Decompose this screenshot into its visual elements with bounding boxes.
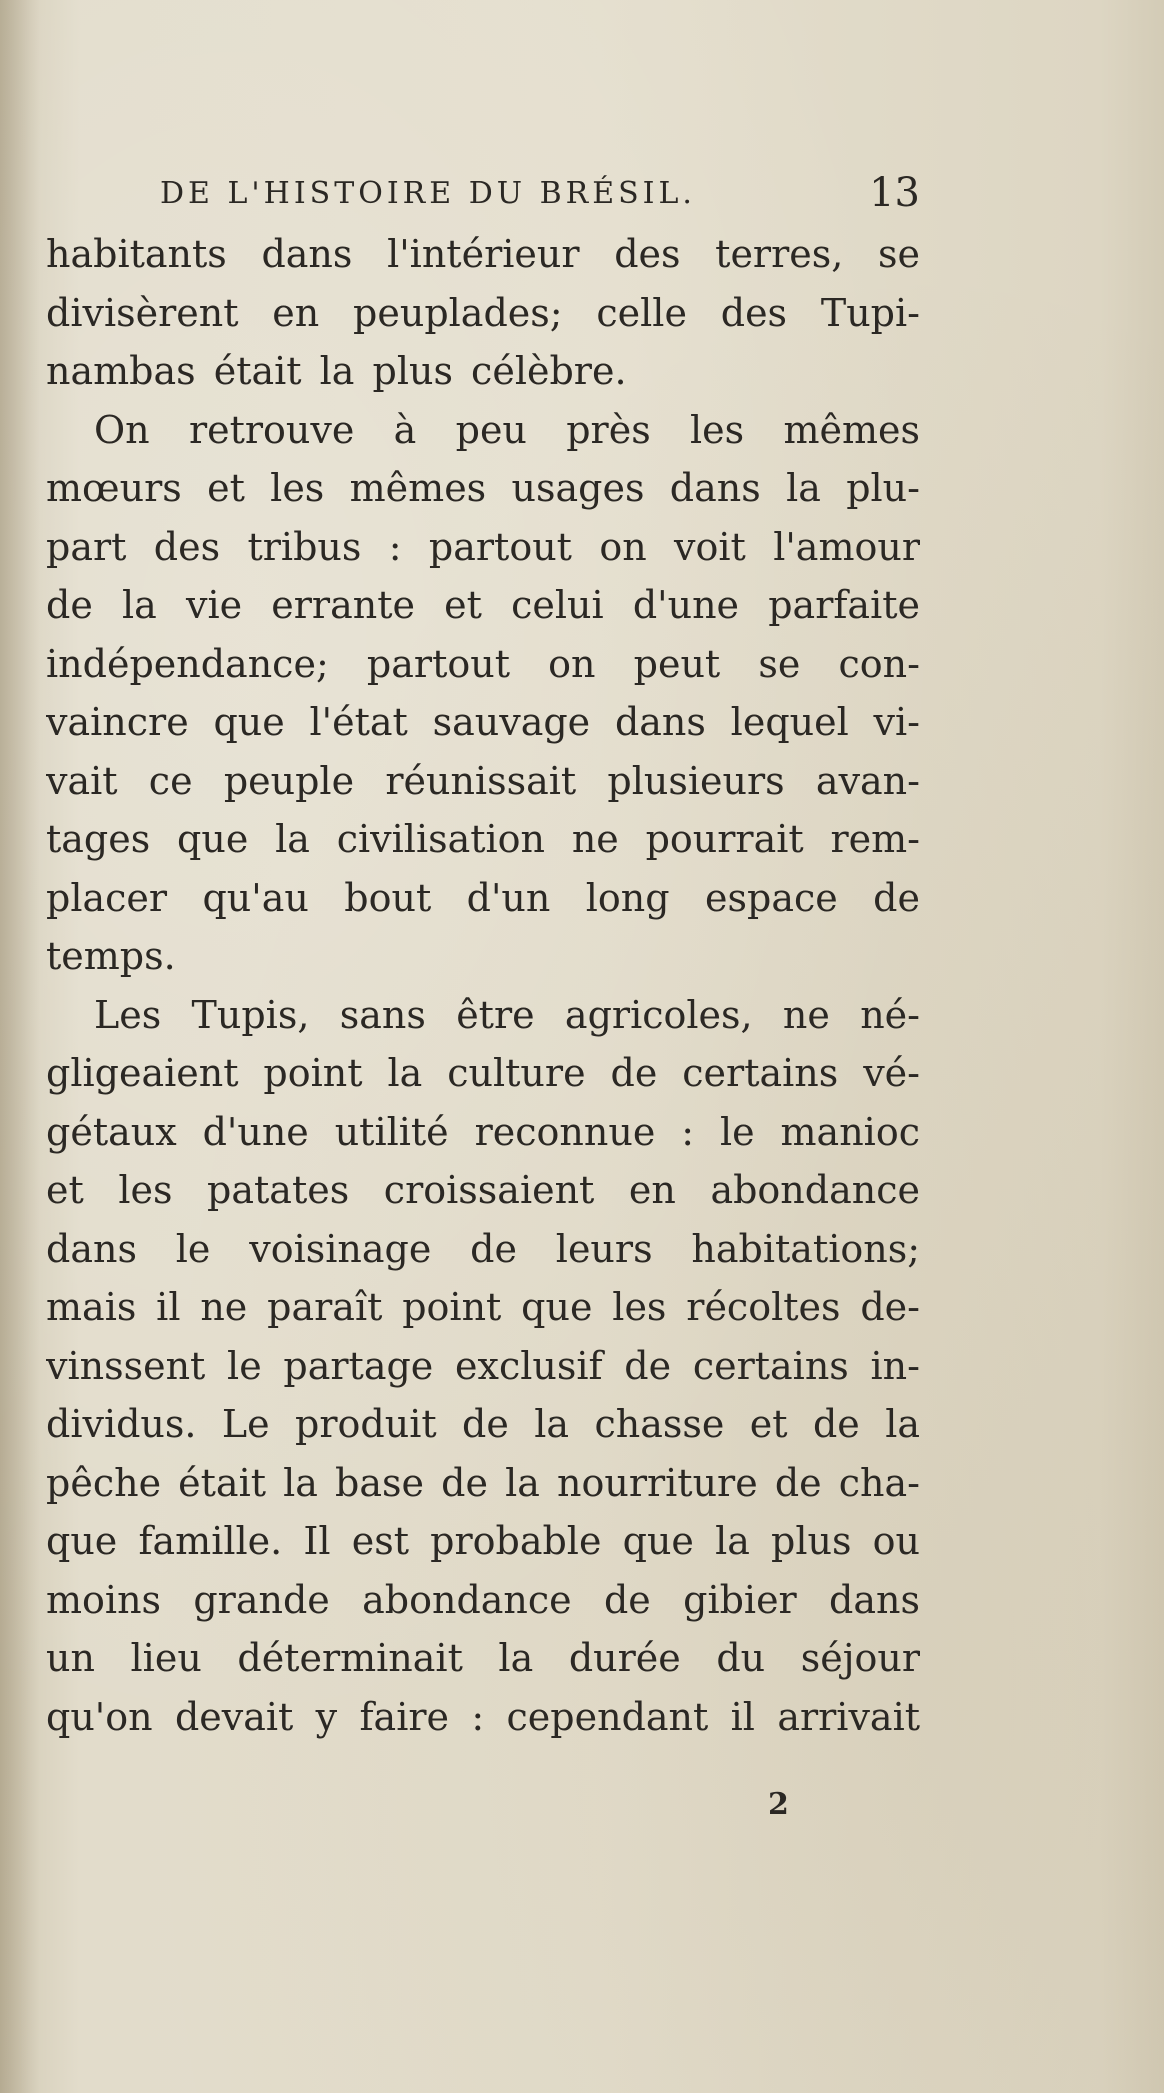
text-line: part des tribus : partout on voit l'amour	[46, 524, 920, 569]
text-line: On retrouve à peu près les mêmes	[94, 407, 920, 452]
page-header	[160, 170, 930, 220]
text-line: Les Tupis, sans être agricoles, ne né-	[94, 992, 920, 1037]
text-line: et les patates croissaient en abondance	[46, 1168, 920, 1212]
text-line: vaincre que l'état sauvage dans lequel vi-	[46, 700, 920, 744]
running-head: DE L'HISTOIRE DU BRÉSIL.	[160, 176, 696, 211]
signature-mark: 2	[768, 1787, 789, 1822]
text-line: dividus. Le produit de la chasse et de la	[46, 1402, 920, 1446]
text-line: que famille. Il est probable que la plus ou	[46, 1519, 920, 1563]
text-line: temps.	[46, 934, 176, 978]
text-line: placer qu'au bout d'un long espace de	[46, 875, 920, 920]
text-line: qu'on devait y faire : cependant il arrivait	[46, 1694, 920, 1739]
text-line: tages que la civilisation ne pourrait rem-	[46, 817, 920, 861]
text-line: vait ce peuple réunissait plusieurs avan-	[46, 758, 920, 803]
text-line: divisèrent en peuplades; celle des Tupi-	[46, 290, 920, 335]
text-line: pêche était la base de la nourriture de cha-	[46, 1460, 920, 1505]
text-line: de la vie errante et celui d'une parfaite	[46, 583, 920, 627]
text-line: un lieu déterminait la durée du séjour	[46, 1636, 920, 1680]
text-line: indépendance; partout on peut se con-	[46, 641, 920, 686]
text-line: moins grande abondance de gibier dans	[46, 1577, 920, 1622]
text-line: habitants dans l'intérieur des terres, se	[46, 232, 920, 276]
text-line: dans le voisinage de leurs habitations;	[46, 1226, 920, 1271]
text-line: mais il ne paraît point que les récoltes de-	[46, 1285, 920, 1329]
page-number: 13	[869, 170, 920, 216]
page-gutter-shadow	[0, 0, 40, 2093]
text-line: gétaux d'une utilité reconnue : le manioc	[46, 1109, 920, 1154]
text-line: vinssent le partage exclusif de certains in-	[46, 1343, 920, 1388]
text-line: mœurs et les mêmes usages dans la plu-	[46, 466, 920, 510]
text-line: nambas était la plus célèbre.	[46, 349, 627, 393]
text-line: gligeaient point la culture de certains vé-	[46, 1051, 920, 1095]
